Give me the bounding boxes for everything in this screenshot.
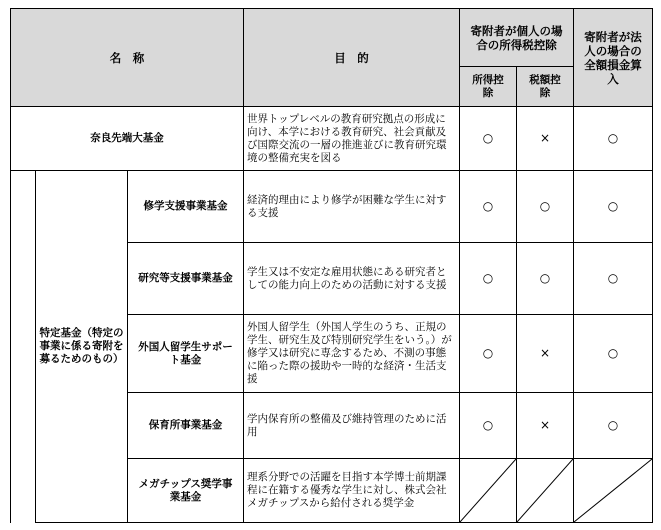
income-deduction-mark: ○ — [460, 315, 517, 393]
tax-credit-mark: × — [517, 393, 574, 459]
income-deduction-mark: ○ — [460, 243, 517, 315]
fund-name: 外国人留学生サポート基金 — [128, 315, 244, 393]
fund-purpose: 外国人留学生（外国人学生のうち、正規の学生、研究生及び特別研究学生をいう。）が修学又は研究に専念するため、不測の事態に陥った際の援助や一時的な経済・生活支援 — [244, 315, 460, 393]
fund-name: メガチップス奨学事業基金 — [128, 459, 244, 523]
income-deduction-mark: ○ — [460, 107, 517, 171]
corporate-mark: ○ — [574, 107, 653, 171]
fund-name: 研究等支援事業基金 — [128, 243, 244, 315]
not-applicable-cell — [460, 459, 517, 523]
fund-name: 保育所事業基金 — [128, 393, 244, 459]
header-name: 名 称 — [11, 9, 244, 107]
fund-purpose: 経済的理由により修学が困難な学生に対する支援 — [244, 171, 460, 243]
header-tax-credit: 税額控除 — [517, 67, 574, 107]
fund-table — [10, 8, 653, 523]
header-individual: 寄附者が個人の場合の所得税控除 — [460, 9, 574, 67]
income-deduction-mark: ○ — [460, 171, 517, 243]
header-corporate: 寄附者が法人の場合の全額損金算入 — [574, 9, 653, 107]
tax-credit-mark: × — [517, 315, 574, 393]
tax-credit-mark: ○ — [517, 171, 574, 243]
not-applicable-cell — [574, 459, 653, 523]
diagonal-line — [517, 459, 573, 522]
indent-spacer — [11, 171, 36, 523]
corporate-mark: ○ — [574, 171, 653, 243]
fund-purpose-main: 世界トップレベルの教育研究拠点の形成に向け、本学における教育研究、社会貢献及び国際交流の一層の推進並びに教育研究環境の整備充実を図る — [244, 107, 460, 171]
header-income-deduction: 所得控除 — [460, 67, 517, 107]
corporate-mark: ○ — [574, 393, 653, 459]
fund-name-main: 奈良先端大基金 — [11, 107, 244, 171]
diagonal-line — [574, 459, 652, 522]
not-applicable-cell — [517, 459, 574, 523]
table-row — [11, 107, 653, 171]
income-deduction-mark: ○ — [460, 393, 517, 459]
diagonal-line — [460, 459, 516, 522]
specific-fund-label: 特定基金（特定の事業に係る寄附を募るためのもの） — [36, 171, 128, 523]
corporate-mark: ○ — [574, 243, 653, 315]
fund-purpose: 学内保育所の整備及び維持管理のために活用 — [244, 393, 460, 459]
tax-credit-mark: × — [517, 107, 574, 171]
fund-purpose: 理系分野での活躍を目指す本学博士前期課程に在籍する優秀な学生に対し、株式会社メガチップスから給付される奨学金 — [244, 459, 460, 523]
corporate-mark: ○ — [574, 315, 653, 393]
fund-name: 修学支援事業基金 — [128, 171, 244, 243]
fund-purpose: 学生又は不安定な雇用状態にある研究者としての能力向上のための活動に対する支援 — [244, 243, 460, 315]
header-purpose: 目 的 — [244, 9, 460, 107]
table-row — [11, 171, 653, 243]
tax-credit-mark: ○ — [517, 243, 574, 315]
